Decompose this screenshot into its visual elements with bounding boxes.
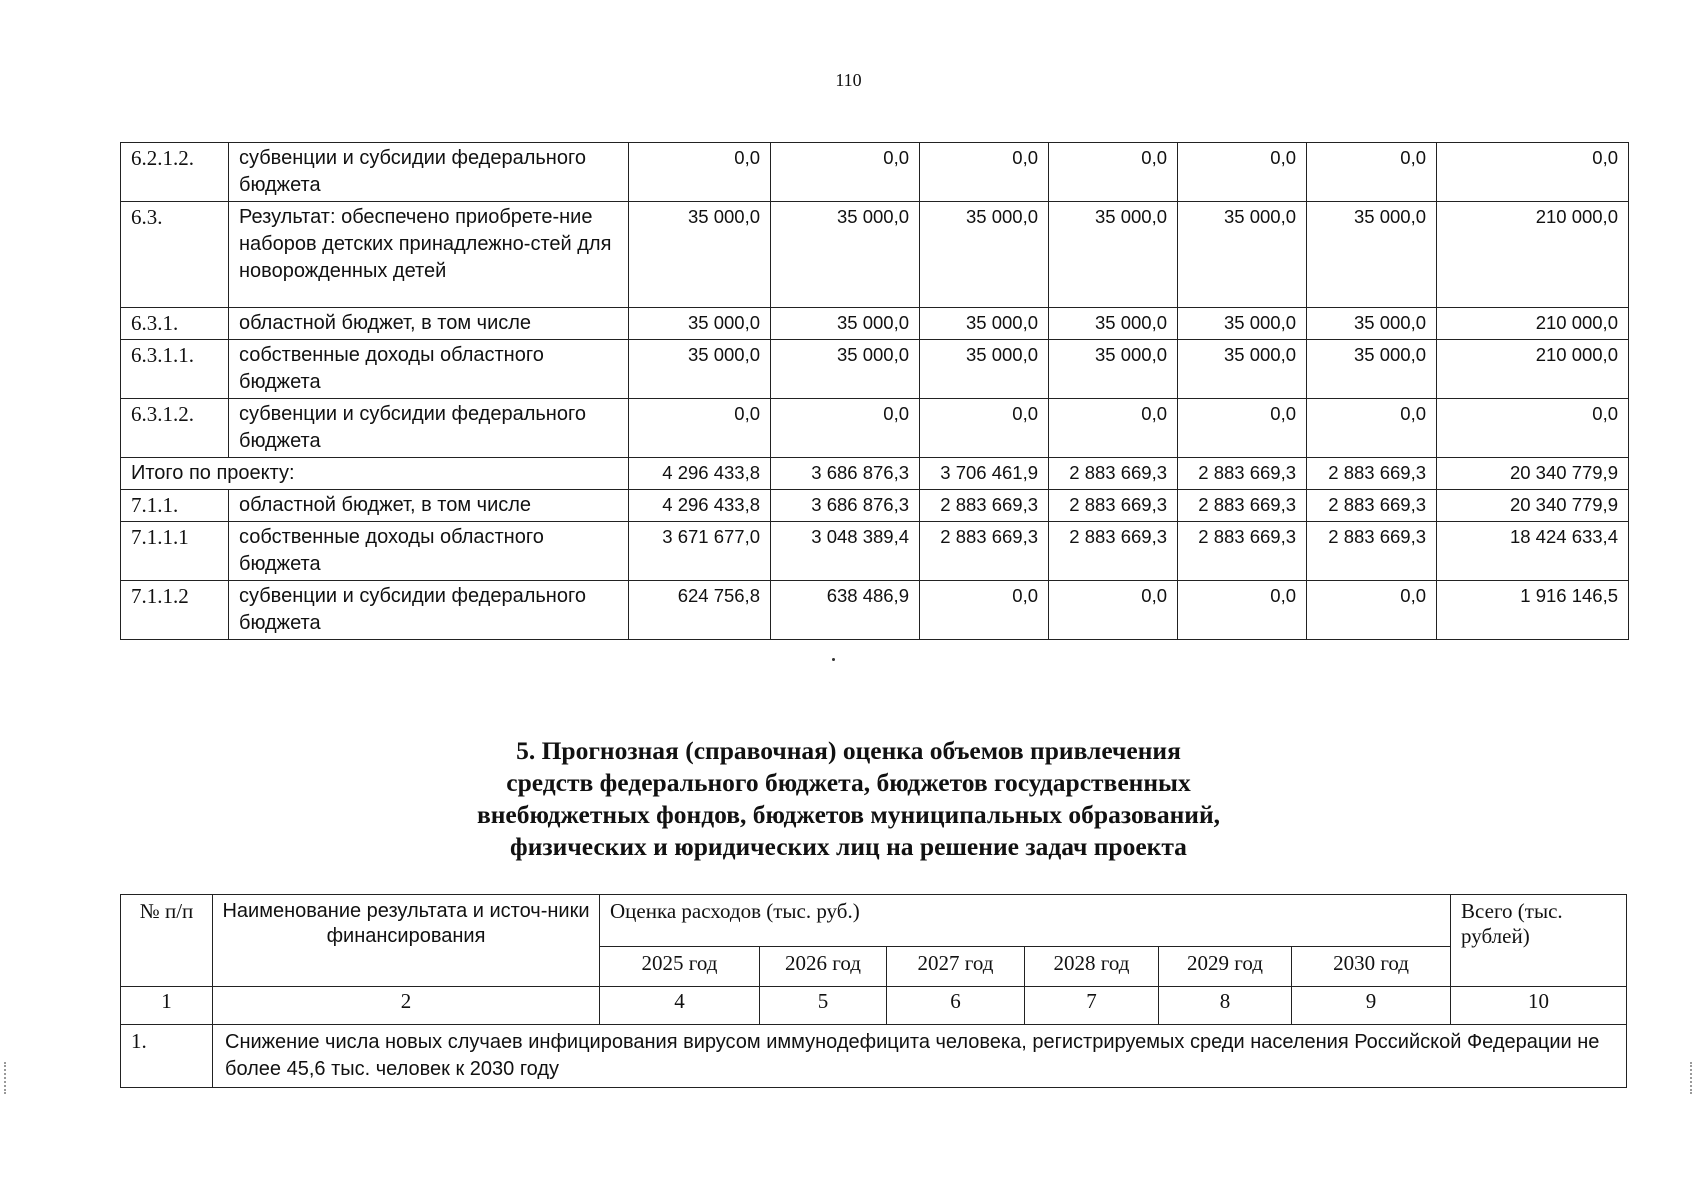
total-value: 2 883 669,3 [1178, 458, 1307, 490]
row-value: 35 000,0 [629, 202, 771, 308]
row-value: 0,0 [771, 143, 920, 202]
row-value: 2 883 669,3 [1307, 490, 1437, 522]
row-value: 0,0 [1049, 581, 1178, 640]
header-year: 2025 год [600, 947, 760, 987]
row-value: 3 048 389,4 [771, 522, 920, 581]
row-code: 6.3.1.2. [121, 399, 229, 458]
section-title [0, 735, 1697, 863]
row-value: 35 000,0 [920, 340, 1049, 399]
row-value: 210 000,0 [1437, 340, 1629, 399]
row-value: 35 000,0 [920, 202, 1049, 308]
section-title-line: физических и юридических лиц на решение задач проекта [510, 832, 1187, 861]
row-value: 0,0 [920, 399, 1049, 458]
table-row [121, 490, 1629, 522]
scan-margin-mark [4, 1062, 9, 1094]
row-value: 624 756,8 [629, 581, 771, 640]
row-value: 0,0 [1178, 143, 1307, 202]
column-index: 4 [600, 987, 760, 1025]
row-value: 0,0 [771, 399, 920, 458]
row-value: 35 000,0 [1049, 340, 1178, 399]
row-value: 0,0 [1178, 581, 1307, 640]
forecast-table [120, 894, 1627, 1088]
row-value: 35 000,0 [629, 340, 771, 399]
row-name: областной бюджет, в том числе [229, 308, 629, 340]
header-year: 2027 год [887, 947, 1025, 987]
total-value: 20 340 779,9 [1437, 458, 1629, 490]
row-value: 0,0 [920, 143, 1049, 202]
row-value: 638 486,9 [771, 581, 920, 640]
row-value: 2 883 669,3 [1178, 490, 1307, 522]
table-row [121, 308, 1629, 340]
row-value: 35 000,0 [1178, 308, 1307, 340]
row-value: 3 686 876,3 [771, 490, 920, 522]
row-value: 210 000,0 [1437, 308, 1629, 340]
row-value: 2 883 669,3 [1049, 490, 1178, 522]
total-label: Итого по проекту: [121, 458, 629, 490]
row-name: собственные доходы областного бюджета [229, 522, 629, 581]
column-index: 6 [887, 987, 1025, 1025]
row-value: 2 883 669,3 [920, 490, 1049, 522]
row-value: 20 340 779,9 [1437, 490, 1629, 522]
column-index: 8 [1159, 987, 1292, 1025]
row-name: субвенции и субсидии федерального бюджета [229, 399, 629, 458]
table-row [121, 202, 1629, 308]
row-value: 18 424 633,4 [1437, 522, 1629, 581]
row-value: 0,0 [1049, 399, 1178, 458]
row-value: 2 883 669,3 [1049, 522, 1178, 581]
section-title-line: средств федерального бюджета, бюджетов государственных [506, 768, 1191, 797]
header-year: 2030 год [1292, 947, 1451, 987]
header-total: Всего (тыс. рублей) [1451, 895, 1627, 987]
column-index: 2 [213, 987, 600, 1025]
row-code: 6.3.1.1. [121, 340, 229, 399]
row-value: 0,0 [1307, 143, 1437, 202]
row-code: 7.1.1. [121, 490, 229, 522]
row-value: 35 000,0 [1049, 202, 1178, 308]
row-value: 0,0 [1437, 143, 1629, 202]
column-index: 7 [1025, 987, 1159, 1025]
table-row [121, 581, 1629, 640]
budget-table-body [121, 143, 1629, 640]
row-value: 0,0 [920, 581, 1049, 640]
total-row [121, 458, 1629, 490]
section-title-line: внебюджетных фондов, бюджетов муниципальных образований, [476, 800, 1221, 829]
row-value: 35 000,0 [771, 340, 920, 399]
row-value: 210 000,0 [1437, 202, 1629, 308]
row-value: 4 296 433,8 [629, 490, 771, 522]
row-text: Снижение числа новых случаев инфицирования вирусом иммунодефицита человека, регистрируемых среди населения Российской Федерации не более 45,6 тыс. человек к 2030 году [213, 1025, 1627, 1088]
row-value: 0,0 [629, 143, 771, 202]
row-value: 35 000,0 [1307, 308, 1437, 340]
row-value: 0,0 [1049, 143, 1178, 202]
row-name: областной бюджет, в том числе [229, 490, 629, 522]
section-title-line: 5. Прогнозная (справочная) оценка объемов привлечения [516, 736, 1181, 765]
row-value: 2 883 669,3 [1178, 522, 1307, 581]
row-value: 0,0 [629, 399, 771, 458]
total-value: 4 296 433,8 [629, 458, 771, 490]
row-value: 3 671 677,0 [629, 522, 771, 581]
column-index: 1 [121, 987, 213, 1025]
budget-table [120, 142, 1629, 640]
header-year: 2026 год [760, 947, 887, 987]
row-value: 0,0 [1437, 399, 1629, 458]
row-code: 7.1.1.1 [121, 522, 229, 581]
row-value: 35 000,0 [1178, 340, 1307, 399]
column-index: 10 [1451, 987, 1627, 1025]
row-name: собственные доходы областного бюджета [229, 340, 629, 399]
row-value: 0,0 [1307, 399, 1437, 458]
table-row [121, 143, 1629, 202]
header-estimate: Оценка расходов (тыс. руб.) [600, 895, 1451, 947]
row-code: 6.3.1. [121, 308, 229, 340]
total-value: 2 883 669,3 [1049, 458, 1178, 490]
header-name: Наименование результата и источ-ники финансирования [213, 895, 600, 987]
row-value: 35 000,0 [1307, 202, 1437, 308]
row-value: 35 000,0 [1049, 308, 1178, 340]
total-value: 3 706 461,9 [920, 458, 1049, 490]
header-num: № п/п [121, 895, 213, 987]
page-number: 110 [835, 70, 862, 90]
row-value: 35 000,0 [1178, 202, 1307, 308]
column-index: 9 [1292, 987, 1451, 1025]
table-row [121, 399, 1629, 458]
row-value: 1 916 146,5 [1437, 581, 1629, 640]
row-value: 0,0 [1307, 581, 1437, 640]
scan-margin-mark [1690, 1062, 1695, 1094]
row-code: 1. [121, 1025, 213, 1088]
row-value: 0,0 [1178, 399, 1307, 458]
scan-dot [832, 658, 835, 661]
row-value: 35 000,0 [920, 308, 1049, 340]
row-name: субвенции и субсидии федерального бюджета [229, 581, 629, 640]
total-value: 2 883 669,3 [1307, 458, 1437, 490]
row-value: 2 883 669,3 [1307, 522, 1437, 581]
row-value: 2 883 669,3 [920, 522, 1049, 581]
row-code: 7.1.1.2 [121, 581, 229, 640]
row-value: 35 000,0 [629, 308, 771, 340]
row-code: 6.3. [121, 202, 229, 308]
header-year: 2029 год [1159, 947, 1292, 987]
column-index: 5 [760, 987, 887, 1025]
row-value: 35 000,0 [771, 202, 920, 308]
total-value: 3 686 876,3 [771, 458, 920, 490]
table-row [121, 522, 1629, 581]
row-name: субвенции и субсидии федерального бюджета [229, 143, 629, 202]
table-row [121, 340, 1629, 399]
row-code: 6.2.1.2. [121, 143, 229, 202]
row-value: 35 000,0 [1307, 340, 1437, 399]
row-name: Результат: обеспечено приобрете-ние наборов детских принадлежно-стей для новорожденных детей [229, 202, 629, 308]
row-value: 35 000,0 [771, 308, 920, 340]
header-year: 2028 год [1025, 947, 1159, 987]
